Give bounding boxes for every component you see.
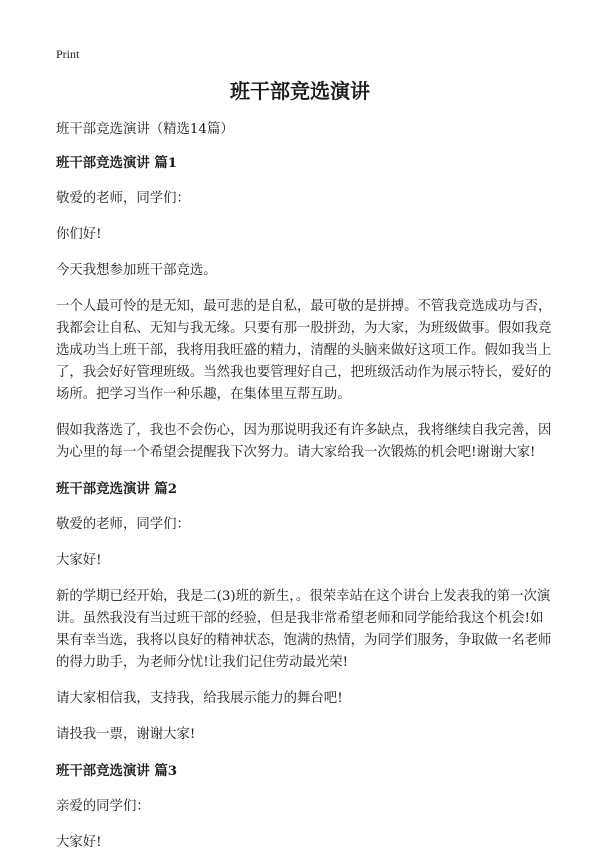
document-body	[56, 119, 552, 868]
section-heading-3: 班干部竞选演讲 篇3	[56, 763, 178, 779]
section-heading-2: 班干部竞选演讲 篇2	[56, 481, 178, 497]
paragraph: 大家好!	[56, 835, 102, 850]
paragraph: 亲爱的同学们：	[56, 799, 150, 814]
paragraph: 敬爱的老师，同学们：	[56, 191, 190, 206]
paragraph: 你们好!	[56, 227, 102, 242]
paragraph: 今天我想参加班干部竞选。	[56, 263, 217, 278]
paragraph: 大家好!	[56, 553, 102, 568]
paragraph: 新的学期已经开始，我是二(3)班的新生，。很荣幸站在这个讲台上发表我的第一次演讲。虽然我没有当过班干部的经验，但是我非常希望老师和同学能给我这个机会!如果有幸当选，我将以良好的精神状态，饱满的热情，为同学们服务，争取做一名老师的得力助手，为老师分忧!让我们记住劳动最光荣!	[56, 589, 552, 670]
paragraph: 敬爱的老师，同学们：	[56, 517, 190, 532]
document-subtitle: 班干部竞选演讲（精选14篇）	[56, 122, 234, 137]
paragraph: 请投我一票，谢谢大家!	[56, 727, 196, 742]
paragraph: 请大家相信我，支持我，给我展示能力的舞台吧!	[56, 691, 343, 706]
section-heading-1: 班干部竞选演讲 篇1	[56, 155, 178, 171]
paragraph: 一个人最可怜的是无知，最可悲的是自私，最可敬的是拼搏。不管我竞选成功与否，我都会让自私、无知与我无缘。只要有那一股拼劲，为大家，为班级做事。假如我竞选成功当上班干部，我将用我旺盛的精力，清醒的头脑来做好这项工作。假如我当上了，我会好好管理班级。当然我也要管理好自己，把班级活动作为展示特长，爱好的场所。把学习当作一种乐趣，在集体里互帮互助。	[56, 299, 552, 402]
document-title: 班干部竞选演讲	[230, 79, 370, 103]
paragraph: 假如我落选了，我也不会伤心，因为那说明我还有许多缺点，我将继续自我完善，因为心里的每一个希望会提醒我下次努力。请大家给我一次锻炼的机会吧!谢谢大家!	[56, 423, 552, 460]
print-link[interactable]: Print	[56, 47, 80, 61]
